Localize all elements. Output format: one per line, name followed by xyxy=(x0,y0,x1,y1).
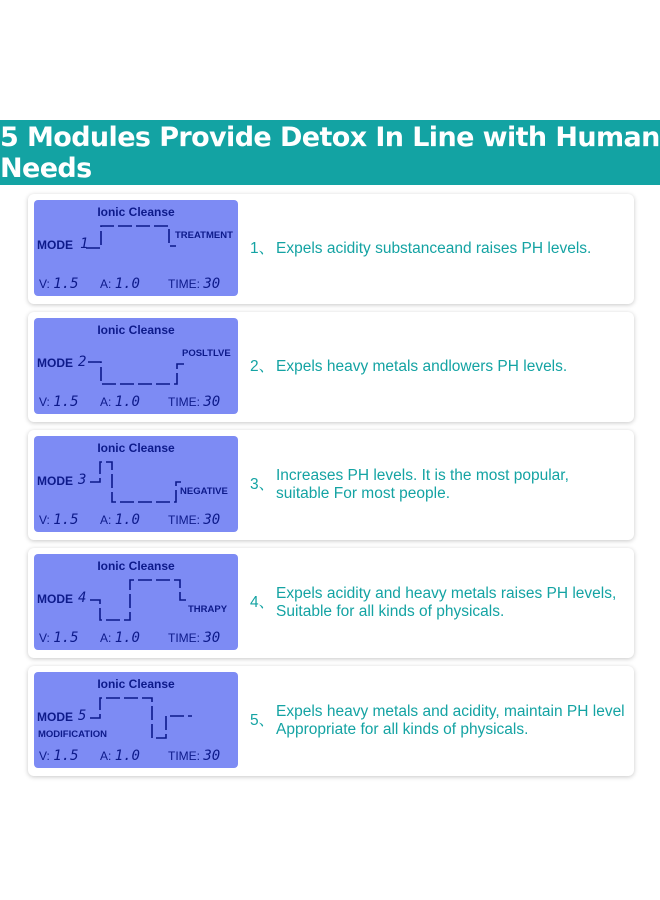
mode-digit: 1 xyxy=(80,236,89,252)
current-value: 1.0 xyxy=(114,748,140,764)
current-value: 1.0 xyxy=(114,276,140,292)
time-value: 30 xyxy=(203,748,221,764)
voltage-label: V: xyxy=(39,395,50,409)
current-label: A: xyxy=(100,395,112,409)
mode-digit: 5 xyxy=(78,708,87,724)
current-value: 1.0 xyxy=(114,630,140,646)
lcd-screen xyxy=(34,200,238,296)
voltage-value: 1.5 xyxy=(53,748,79,764)
mode-label: MODE xyxy=(37,238,73,252)
title-banner xyxy=(0,120,660,185)
voltage-value: 1.5 xyxy=(53,276,79,292)
mode-label: MODE xyxy=(37,356,73,370)
module-index: 1、 xyxy=(250,240,275,257)
module-index: 5、 xyxy=(250,712,275,729)
current-label: A: xyxy=(100,513,112,527)
lcd-mode-name: POSLTLVE xyxy=(182,348,231,359)
voltage-value: 1.5 xyxy=(53,394,79,410)
lcd-mode-name: MODIFICATION xyxy=(38,729,107,740)
time-value: 30 xyxy=(203,630,221,646)
page-title: 5 Modules Provide Detox In Line with Human Needs xyxy=(0,121,660,184)
voltage-label: V: xyxy=(39,749,50,763)
module-description: Expels heavy metals andlowers PH levels. xyxy=(276,358,568,375)
mode-label: MODE xyxy=(37,592,73,606)
module-description: Expels acidity substanceand raises PH levels. xyxy=(276,240,592,257)
time-label: TIME: xyxy=(168,513,200,527)
lcd-screen xyxy=(34,672,238,768)
current-value: 1.0 xyxy=(114,512,140,528)
voltage-label: V: xyxy=(39,513,50,527)
module-description: Increases PH levels. It is the most popular, suitable For most people. xyxy=(276,467,569,502)
mode-label: MODE xyxy=(37,474,73,488)
current-label: A: xyxy=(100,749,112,763)
current-label: A: xyxy=(100,277,112,291)
time-label: TIME: xyxy=(168,277,200,291)
module-card-4 xyxy=(28,548,634,658)
lcd-screen xyxy=(34,318,238,414)
lcd-mode-name: NEGATIVE xyxy=(180,486,228,497)
module-card-5 xyxy=(28,666,634,776)
time-label: TIME: xyxy=(168,749,200,763)
time-label: TIME: xyxy=(168,631,200,645)
mode-digit: 3 xyxy=(78,472,87,488)
voltage-label: V: xyxy=(39,631,50,645)
time-value: 30 xyxy=(203,394,221,410)
module-index: 4、 xyxy=(250,594,275,611)
lcd-mode-name: TREATMENT xyxy=(175,230,233,241)
mode-digit: 4 xyxy=(78,590,87,606)
voltage-label: V: xyxy=(39,277,50,291)
time-label: TIME: xyxy=(168,395,200,409)
voltage-value: 1.5 xyxy=(53,512,79,528)
module-description: Expels heavy metals and acidity, maintain PH level Appropriate for all kinds of physicals. xyxy=(276,703,625,738)
lcd-title: Ionic Cleanse xyxy=(97,677,175,691)
time-value: 30 xyxy=(203,276,221,292)
lcd-mode-name: THRAPY xyxy=(188,604,228,615)
module-card-3 xyxy=(28,430,634,540)
time-value: 30 xyxy=(203,512,221,528)
lcd-screen xyxy=(34,436,238,532)
module-card-2 xyxy=(28,312,634,422)
module-index: 3、 xyxy=(250,476,275,493)
lcd-title: Ionic Cleanse xyxy=(97,441,175,455)
lcd-title: Ionic Cleanse xyxy=(97,559,175,573)
mode-digit: 2 xyxy=(78,354,87,370)
voltage-value: 1.5 xyxy=(53,630,79,646)
current-value: 1.0 xyxy=(114,394,140,410)
module-index: 2、 xyxy=(250,358,275,375)
lcd-screen xyxy=(34,554,238,650)
lcd-title: Ionic Cleanse xyxy=(97,323,175,337)
lcd-title: Ionic Cleanse xyxy=(97,205,175,219)
module-card-1 xyxy=(28,194,634,304)
mode-label: MODE xyxy=(37,710,73,724)
module-description: Expels acidity and heavy metals raises PH levels, Suitable for all kinds of physicals. xyxy=(276,585,617,620)
current-label: A: xyxy=(100,631,112,645)
